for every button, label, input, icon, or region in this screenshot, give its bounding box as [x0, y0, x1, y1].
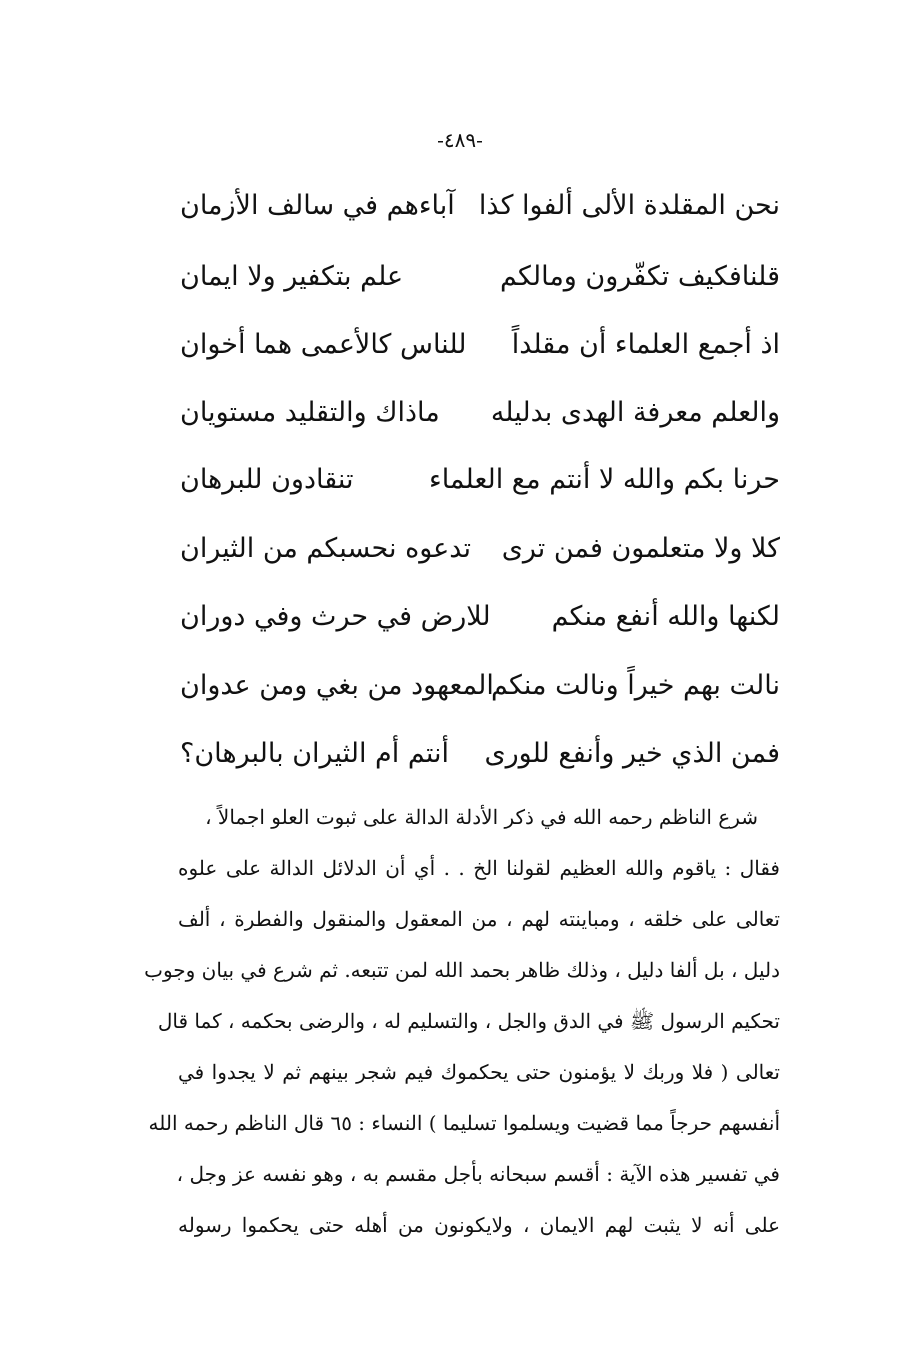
commentary-line: على أنه لا يثبت لهم الايمان ، ولايكونون من أهله حتى يحكموا رسوله [178, 1213, 780, 1237]
verse-first-hemistich: نحن المقلدة الألى ألفوا كذا [478, 190, 780, 221]
verse-first-hemistich: اذ أجمع العلماء أن مقلداً [511, 329, 780, 360]
verse-second-hemistich: تدعوه نحسبكم من الثيران [180, 533, 471, 564]
verse-second-hemistich: تنقادون للبرهان [180, 464, 354, 495]
commentary-line: فقال : ياقوم والله العظيم لقولنا الخ . . أي أن الدلائل الدالة على علوه [178, 856, 780, 880]
verse-line [180, 261, 780, 311]
page-number: -٤٨٩- [437, 128, 483, 152]
verse-first-hemistich: نالت بهم خيراً ونالت منكم [491, 670, 780, 701]
verse-second-hemistich: للناس كالأعمى هما أخوان [180, 329, 467, 360]
verse-first-hemistich: فمن الذي خير وأنفع للورى [484, 738, 780, 769]
verse-first-hemistich: لكنها والله أنفع منكم [551, 601, 780, 632]
commentary-line: تعالى ( فلا وربك لا يؤمنون حتى يحكموك فيم شجر بينهم ثم لا يجدوا في [178, 1060, 780, 1084]
verse-second-hemistich: المعهود من بغي ومن عدوان [180, 670, 494, 701]
verse-first-hemistich: والعلم معرفة الهدى بدليله [490, 397, 780, 428]
verse-line [180, 533, 780, 583]
commentary-line: في تفسير هذه الآية : أقسم سبحانه بأجل مقسم به ، وهو نفسه عز وجل ، [176, 1162, 780, 1186]
commentary-line: تحكيم الرسول ﷺ في الدق والجل ، والتسليم له ، والرضى بحكمه ، كما قال [157, 1009, 780, 1033]
verse-line [180, 601, 780, 651]
verse-first-hemistich: قلنافكيف تكفّرون ومالكم [500, 261, 780, 292]
commentary-line: دليل ، بل ألفا دليل ، وذلك ظاهر بحمد الله لمن تتبعه. ثم شرع في بيان وجوب [144, 958, 780, 982]
verse-line [180, 329, 780, 379]
verse-first-hemistich: حرنا بكم والله لا أنتم مع العلماء [429, 464, 780, 495]
verse-second-hemistich: أنتم أم الثيران بالبرهان؟ [180, 738, 449, 769]
verse-first-hemistich: كلا ولا متعلمون فمن ترى [501, 533, 780, 564]
commentary-line: تعالى على خلقه ، ومباينته لهم ، من المعقول والمنقول والفطرة ، ألف [178, 907, 780, 931]
verse-line [180, 397, 780, 447]
verse-line [180, 464, 780, 514]
verse-second-hemistich: علم بتكفير ولا ايمان [180, 261, 404, 292]
verse-line [180, 670, 780, 720]
commentary-line: أنفسهم حرجاً مما قضيت ويسلموا تسليما ) النساء : ٦٥ قال الناظم رحمه الله [148, 1111, 780, 1135]
verse-second-hemistich: ماذاك والتقليد مستويان [180, 397, 440, 428]
verse-line [180, 190, 780, 240]
commentary-text [144, 792, 780, 1251]
verse-second-hemistich: للارض في حرث وفي دوران [180, 601, 491, 632]
verse-second-hemistich: آباءهم في سالف الأزمان [180, 190, 455, 221]
commentary-line: شرع الناظم رحمه الله في ذكر الأدلة الدالة على ثبوت العلو اجمالاً ، [205, 805, 758, 829]
verse-line [180, 738, 780, 788]
